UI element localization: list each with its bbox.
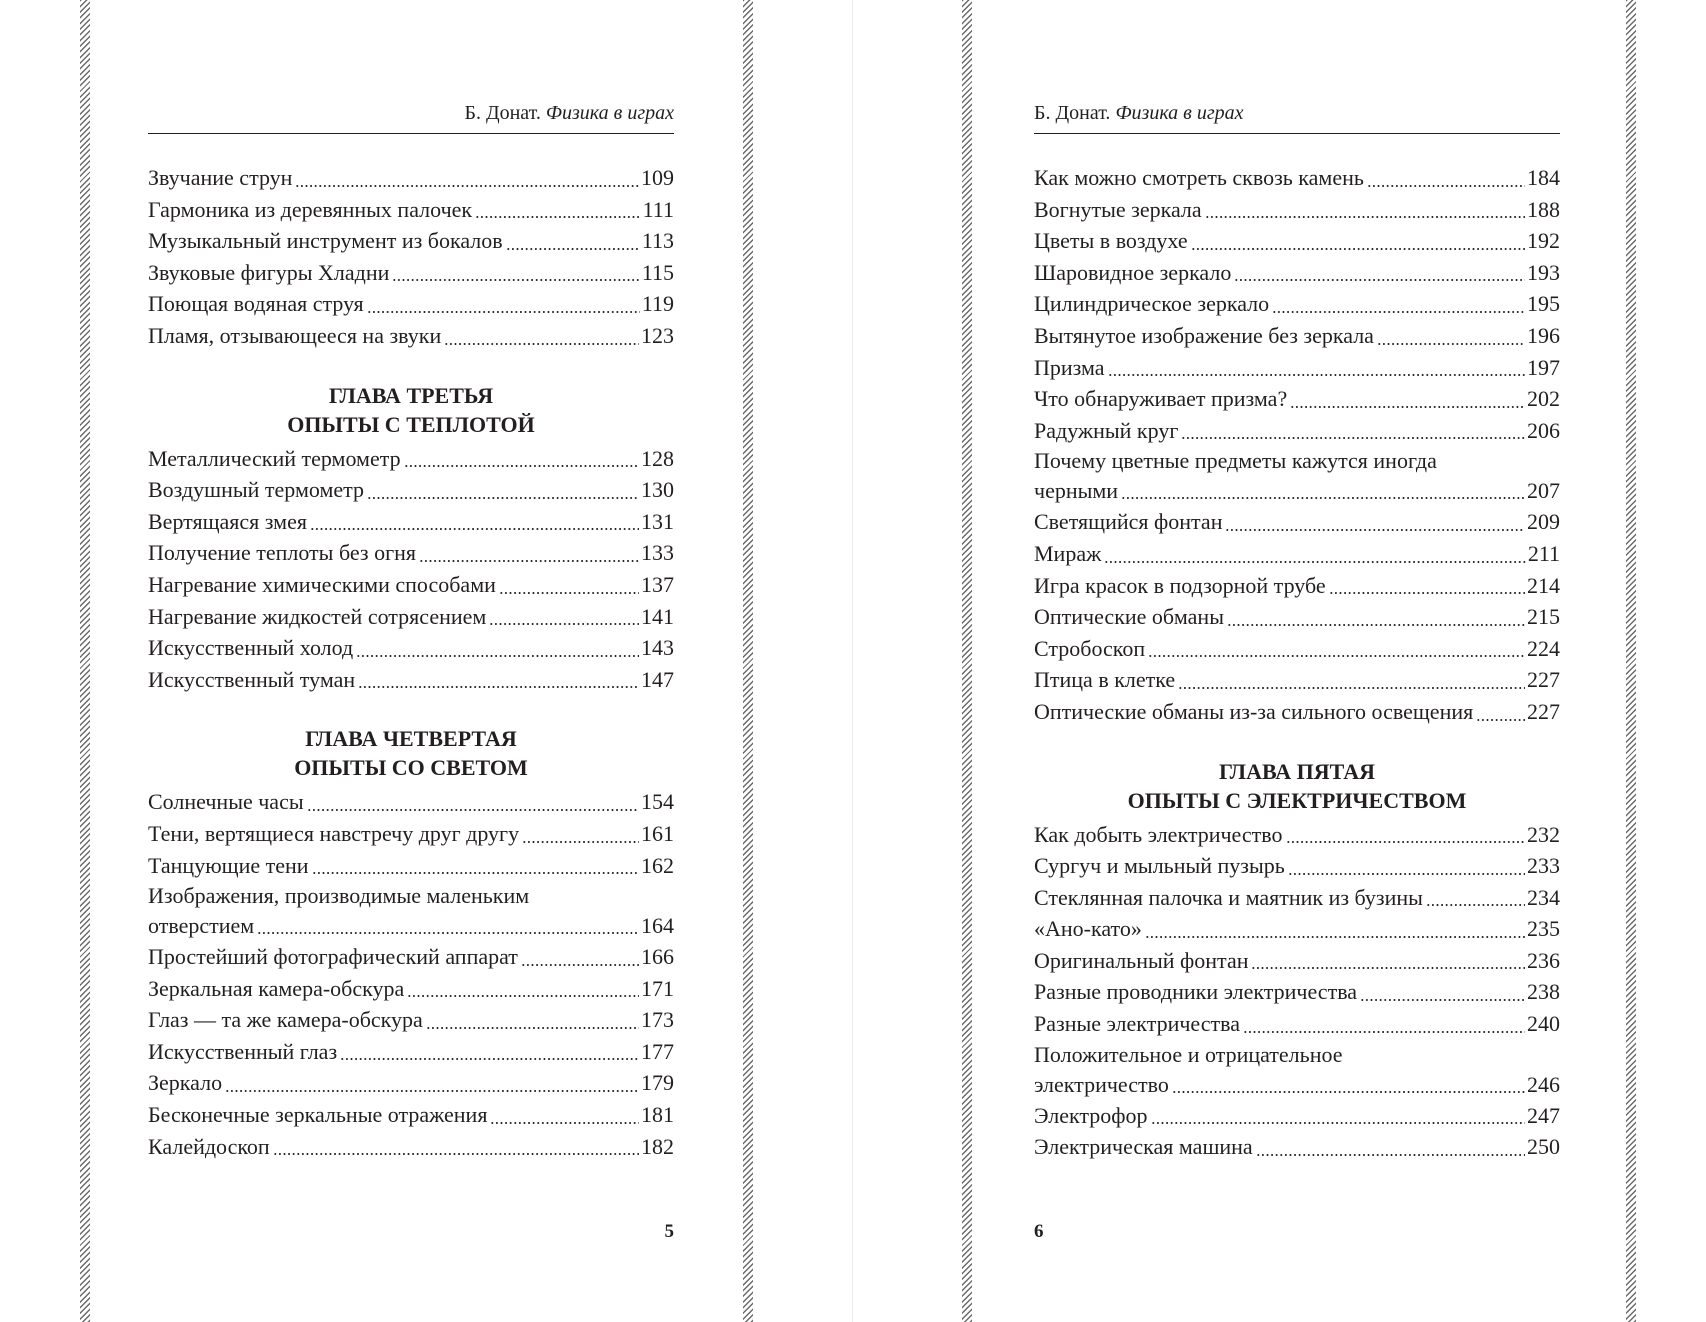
toc-entry (148, 288, 674, 320)
toc-page-number: 211 (1527, 540, 1560, 566)
toc-page-number: 209 (1527, 509, 1560, 535)
dot-leader (1288, 873, 1525, 875)
chapter-number: ГЛАВА ЧЕТВЕРТАЯ (305, 726, 517, 752)
chapter-number: ГЛАВА ПЯТАЯ (1219, 758, 1375, 784)
toc-entry (1034, 538, 1560, 570)
toc-entry (148, 973, 674, 1005)
toc-entry (1034, 1040, 1560, 1100)
dot-leader (273, 1153, 639, 1155)
toc-page-number: 193 (1527, 259, 1560, 285)
toc-page-number: 215 (1527, 604, 1560, 630)
toc-page-number: 161 (641, 820, 674, 846)
toc-entry-title: Поющая водяная струя (148, 291, 364, 317)
page-number: 5 (664, 1221, 674, 1242)
dot-leader (1272, 311, 1525, 313)
toc-entry (1034, 850, 1560, 882)
dot-leader (367, 311, 640, 313)
toc-entry (148, 664, 674, 696)
toc-page-number: 195 (1527, 291, 1560, 317)
toc-entry-title: Призма (1034, 354, 1105, 380)
toc-page-number: 109 (641, 165, 674, 190)
toc-page-number: 232 (1527, 821, 1560, 847)
toc-entry (148, 474, 674, 506)
chapter-title: ОПЫТЫ СО СВЕТОМ (294, 755, 528, 781)
toc-content (1034, 162, 1560, 1163)
toc-page-number: 206 (1527, 417, 1560, 443)
toc-page-number: 130 (641, 477, 674, 503)
toc-entry (1034, 162, 1560, 194)
toc-entry-title: Искусственный туман (148, 666, 356, 692)
toc-entry (1034, 194, 1560, 226)
toc-page-number: 123 (641, 322, 674, 348)
dot-leader (295, 185, 639, 187)
toc-entry-title: Музыкальный инструмент из бокалов (148, 228, 503, 254)
toc-entry (148, 1067, 674, 1099)
dot-leader (444, 343, 639, 345)
toc-entry-title: Гармоника из деревянных палочек (148, 196, 473, 222)
dot-leader (358, 686, 639, 688)
toc-entry (1034, 945, 1560, 977)
toc-page-number: 179 (641, 1070, 674, 1096)
dot-leader (1148, 655, 1525, 657)
toc-entry (148, 632, 674, 664)
toc-entry (148, 225, 674, 257)
toc-entry (148, 1099, 674, 1131)
chapter-heading (148, 381, 674, 439)
dot-leader (1172, 1091, 1525, 1093)
toc-page-number: 115 (641, 259, 674, 285)
toc-entry-title: Простейший фотографический аппарат (148, 944, 518, 970)
toc-entry-title-line: черными (1034, 478, 1119, 504)
dot-leader (1243, 1031, 1525, 1033)
dot-leader (257, 932, 639, 934)
toc-entry (1034, 288, 1560, 320)
toc-entry-last-line (1034, 1070, 1560, 1100)
toc-entry (1034, 383, 1560, 415)
toc-entry-title: Радужный круг (1034, 417, 1179, 443)
toc-page-number: 247 (1527, 1102, 1560, 1128)
toc-entry-title: Тени, вертящиеся навстречу друг другу (148, 820, 520, 846)
chapter-title: ОПЫТЫ С ТЕПЛОТОЙ (287, 411, 535, 437)
left-page-inner-edge (743, 0, 753, 1322)
toc-entry (1034, 257, 1560, 289)
toc-page-number: 181 (641, 1102, 674, 1128)
running-head-author: Б. Донат. (1034, 102, 1111, 124)
toc-entry-title: Вогнутые зеркала (1034, 196, 1202, 222)
toc-entry-title: Оригинальный фонтан (1034, 947, 1249, 973)
toc-entry (1034, 664, 1560, 696)
toc-page-number: 202 (1527, 386, 1560, 412)
toc-entry-title-line: электричество (1034, 1071, 1169, 1097)
toc-entry-title: Воздушный термометр (148, 477, 365, 503)
toc-entry-title: Танцующие тени (148, 852, 309, 878)
dot-leader (225, 1090, 639, 1092)
dot-leader (521, 964, 639, 966)
dot-leader (1360, 999, 1525, 1001)
toc-entry-title-line: Почему цветные предметы кажутся иногда (1034, 448, 1437, 474)
dot-leader (1286, 841, 1526, 843)
page-number: 6 (1034, 1221, 1044, 1242)
toc-entry (148, 850, 674, 882)
toc-entry-title: Вертящаяся змея (148, 508, 307, 534)
toc-entry-title: Как добыть электричество (1034, 821, 1283, 847)
toc-page-number: 234 (1527, 884, 1560, 910)
dot-leader (506, 248, 640, 250)
left-page-outer-edge (80, 0, 90, 1322)
toc-entry (1034, 320, 1560, 352)
dot-leader (1256, 1154, 1525, 1156)
dot-leader (1290, 406, 1525, 408)
toc-entry-title: Оптические обманы (1034, 604, 1224, 630)
toc-page-number: 171 (641, 975, 674, 1001)
dot-leader (1181, 437, 1525, 439)
toc-page-number: 184 (1527, 165, 1560, 190)
dot-leader (407, 995, 639, 997)
dot-leader (307, 809, 639, 811)
toc-entry (148, 1036, 674, 1068)
toc-entry-title-line: Положительное и отрицательное (1034, 1041, 1343, 1067)
toc-entry-title: Оптические обманы из-за сильного освещения (1034, 698, 1474, 724)
toc-entry-title: Стробоскоп (1034, 635, 1146, 661)
toc-page-number: 137 (641, 571, 674, 597)
dot-leader (1367, 185, 1525, 187)
dot-leader (1145, 936, 1525, 938)
toc-entry (148, 1131, 674, 1163)
toc-page-number: 197 (1527, 354, 1560, 380)
toc-page-number: 154 (641, 789, 674, 815)
toc-entry (1034, 633, 1560, 665)
toc-page-number: 143 (641, 635, 674, 661)
dot-leader (1476, 719, 1525, 721)
toc-entry (1034, 446, 1560, 506)
toc-page-number: 111 (642, 196, 674, 222)
left-page (148, 0, 674, 1322)
toc-entry (1034, 1100, 1560, 1132)
spine-gutter (852, 0, 853, 1322)
dot-leader (522, 841, 639, 843)
dot-leader (1234, 279, 1525, 281)
dot-leader (312, 872, 639, 874)
dot-leader (392, 279, 639, 281)
toc-page-number: 235 (1527, 916, 1560, 942)
toc-entry-title: Разные проводники электричества (1034, 979, 1358, 1005)
toc-page-number: 236 (1527, 947, 1560, 973)
toc-page-number: 113 (641, 228, 674, 254)
toc-entry (1034, 1008, 1560, 1040)
dot-leader (490, 1122, 639, 1124)
dot-leader (1191, 248, 1525, 250)
toc-page-number: 147 (641, 666, 674, 692)
toc-entry-title: Птица в клетке (1034, 667, 1176, 693)
dot-leader (1251, 967, 1525, 969)
toc-entry-title: Сургуч и мыльный пузырь (1034, 853, 1285, 879)
dot-leader (1225, 529, 1525, 531)
toc-entry (148, 1004, 674, 1036)
toc-page-number: 233 (1527, 853, 1560, 879)
toc-entry-title-line: отверстием (148, 913, 255, 939)
toc-entry (1034, 913, 1560, 945)
toc-entry-title: Калейдоскоп (148, 1133, 270, 1159)
toc-entry (148, 537, 674, 569)
toc-page-number: 131 (641, 508, 674, 534)
running-head-author: Б. Донат. (464, 102, 541, 124)
dot-leader (1151, 1122, 1525, 1124)
toc-page-number: 192 (1527, 228, 1560, 254)
toc-entry (1034, 882, 1560, 914)
running-head-title: Физика в играх (1115, 102, 1244, 124)
dot-leader (1178, 687, 1525, 689)
toc-entry (148, 506, 674, 538)
toc-entry (1034, 352, 1560, 384)
toc-entry-title-line: Изображения, производимые маленьким (148, 883, 530, 909)
toc-entry (148, 194, 674, 226)
dot-leader (475, 216, 641, 218)
dot-leader (499, 592, 639, 594)
chapter-heading (148, 724, 674, 782)
toc-entry-last-line (1034, 476, 1560, 506)
toc-page-number: 246 (1527, 1071, 1560, 1097)
dot-leader (489, 623, 639, 625)
toc-page-number: 227 (1527, 698, 1560, 724)
toc-entry-title: Зеркальная камера-обскура (148, 975, 405, 1001)
toc-entry (148, 320, 674, 352)
dot-leader (367, 497, 639, 499)
toc-entry-title: Вытянутое изображение без зеркала (1034, 322, 1374, 348)
dot-leader (1329, 592, 1525, 594)
toc-entry (148, 601, 674, 633)
running-head (1034, 101, 1560, 125)
toc-entry-title: Что обнаруживает призма? (1034, 386, 1288, 412)
toc-entry-title: Солнечные часы (148, 789, 304, 815)
toc-page-number: 196 (1527, 322, 1560, 348)
toc-entry (1034, 601, 1560, 633)
toc-page-number: 162 (641, 852, 674, 878)
toc-entry-title: Мираж (1034, 540, 1102, 566)
toc-entry (148, 443, 674, 475)
header-rule (148, 133, 674, 134)
toc-page-number: 207 (1527, 478, 1560, 504)
toc-entry-title: Металлический термометр (148, 445, 401, 471)
toc-page-number: 238 (1527, 979, 1560, 1005)
chapter-number: ГЛАВА ТРЕТЬЯ (328, 382, 494, 408)
dot-leader (356, 655, 639, 657)
toc-page-number: 188 (1527, 196, 1560, 222)
dot-leader (404, 465, 639, 467)
toc-entry-title: Получение теплоты без огня (148, 540, 416, 566)
toc-entry-title: Зеркало (148, 1070, 223, 1096)
toc-entry (1034, 1131, 1560, 1163)
right-page-inner-edge (962, 0, 972, 1322)
toc-entry-title: Глаз — та же камера-обскура (148, 1007, 423, 1033)
toc-entry (1034, 976, 1560, 1008)
toc-entry-title: Разные электричества (1034, 1011, 1240, 1037)
toc-entry (148, 786, 674, 818)
dot-leader (1121, 497, 1525, 499)
toc-entry-title: Искусственный холод (148, 635, 354, 661)
toc-entry (1034, 819, 1560, 851)
toc-entry-title: Как можно смотреть сквозь камень (1034, 165, 1364, 190)
toc-page-number: 182 (641, 1133, 674, 1159)
toc-page-number: 119 (641, 291, 674, 317)
toc-entry (1034, 506, 1560, 538)
toc-entry-title: Цветы в воздухе (1034, 228, 1188, 254)
toc-entry (148, 162, 674, 194)
right-page-outer-edge (1626, 0, 1636, 1322)
toc-entry-title: Звучание струн (148, 165, 293, 190)
running-head-title: Физика в играх (545, 102, 674, 124)
toc-content (148, 162, 674, 1162)
toc-entry (1034, 696, 1560, 728)
toc-entry-title: Шаровидное зеркало (1034, 259, 1232, 285)
toc-entry-title: Электрофор (1034, 1102, 1148, 1128)
chapter-title: ОПЫТЫ С ЭЛЕКТРИЧЕСТВОМ (1127, 787, 1467, 813)
toc-page-number: 133 (641, 540, 674, 566)
dot-leader (310, 528, 639, 530)
running-head (148, 101, 674, 125)
toc-page-number: 141 (641, 603, 674, 629)
toc-page-number: 240 (1527, 1011, 1560, 1037)
toc-entry-title: Нагревание жидкостей сотрясением (148, 603, 487, 629)
dot-leader (426, 1027, 639, 1029)
toc-entry (1034, 570, 1560, 602)
toc-page-number: 164 (641, 913, 674, 939)
toc-entry (1034, 225, 1560, 257)
dot-leader (1104, 561, 1526, 563)
toc-entry-last-line (148, 911, 674, 941)
toc-entry-title: Стеклянная палочка и маятник из бузины (1034, 884, 1423, 910)
toc-entry-title: «Ано-като» (1034, 916, 1142, 942)
dot-leader (1377, 343, 1525, 345)
dot-leader (340, 1058, 639, 1060)
dot-leader (1205, 216, 1525, 218)
dot-leader (1108, 374, 1525, 376)
toc-page-number: 214 (1527, 572, 1560, 598)
toc-entry (148, 881, 674, 941)
right-page (1034, 0, 1560, 1322)
toc-page-number: 173 (641, 1007, 674, 1033)
toc-entry-title: Нагревание химическими способами (148, 571, 496, 597)
toc-entry-title: Игра красок в подзорной трубе (1034, 572, 1326, 598)
toc-entry-title: Бесконечные зеркальные отражения (148, 1102, 488, 1128)
chapter-heading (1034, 757, 1560, 815)
toc-page-number: 166 (641, 944, 674, 970)
toc-entry-title: Искусственный глаз (148, 1038, 338, 1064)
toc-page-number: 128 (641, 445, 674, 471)
dot-leader (419, 560, 639, 562)
dot-leader (1227, 624, 1525, 626)
header-rule (1034, 133, 1560, 134)
toc-page-number: 177 (641, 1038, 674, 1064)
toc-page-number: 224 (1527, 635, 1560, 661)
toc-entry-title: Цилиндрическое зеркало (1034, 291, 1270, 317)
toc-entry-title: Электрическая машина (1034, 1134, 1253, 1160)
toc-entry (148, 569, 674, 601)
toc-entry-title: Светящийся фонтан (1034, 509, 1223, 535)
toc-entry-title: Звуковые фигуры Хладни (148, 259, 390, 285)
toc-entry (148, 818, 674, 850)
toc-page-number: 227 (1527, 667, 1560, 693)
toc-page-number: 250 (1527, 1134, 1560, 1160)
dot-leader (1426, 904, 1525, 906)
toc-entry (148, 257, 674, 289)
toc-entry (1034, 415, 1560, 447)
toc-entry (148, 941, 674, 973)
toc-entry-title: Пламя, отзывающееся на звуки (148, 322, 442, 348)
